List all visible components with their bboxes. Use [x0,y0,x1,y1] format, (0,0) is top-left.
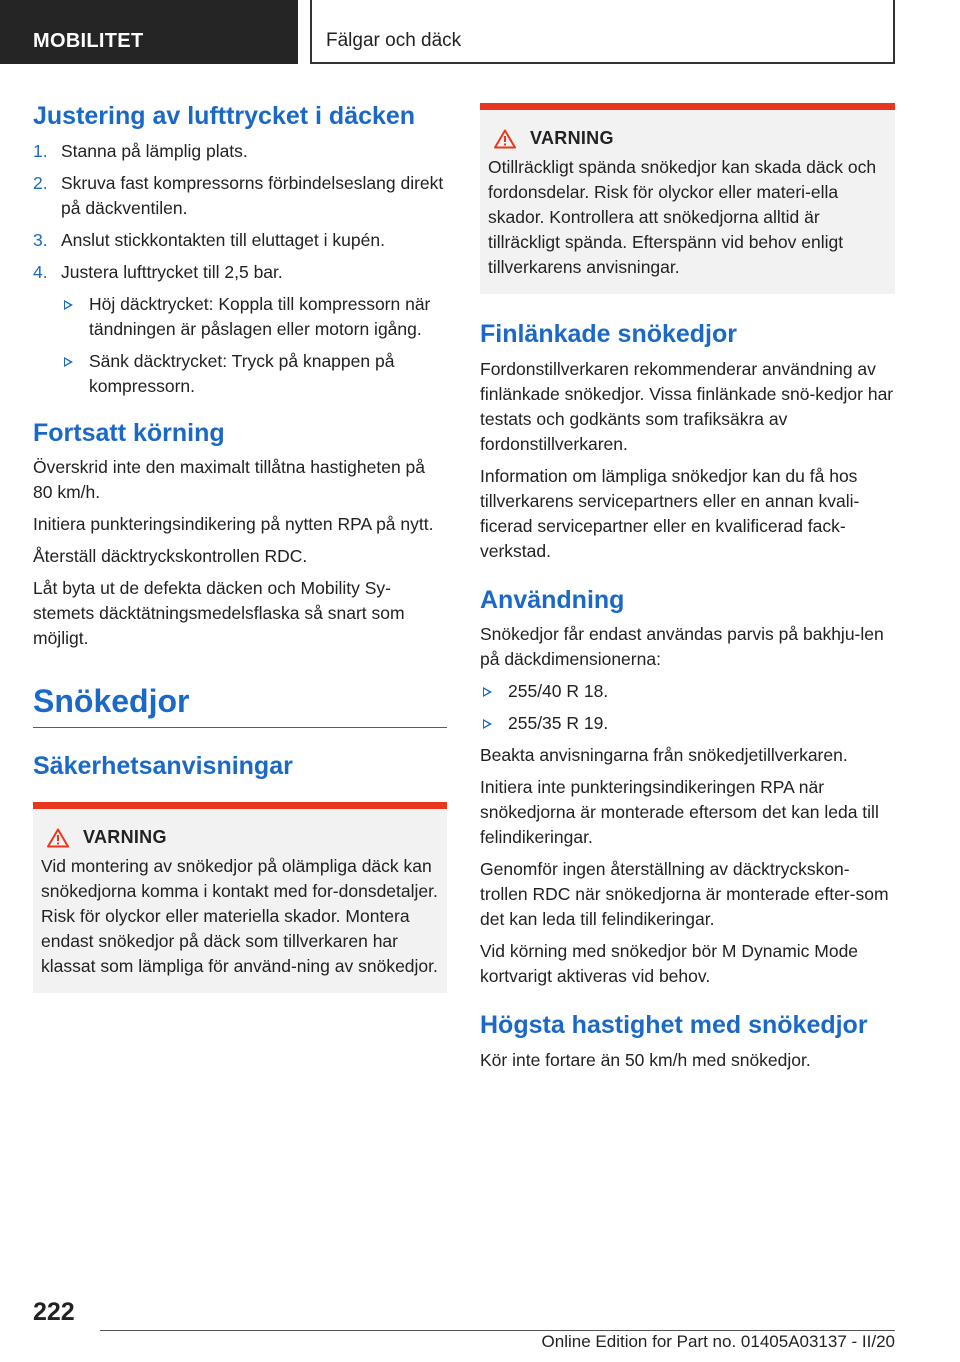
step-item [33,171,447,221]
paragraph: Beakta anvisningarna från snökedjetillverkaren. [480,745,848,765]
footer-edition: Online Edition for Part no. 01405A03137 - II/20 [541,1332,895,1351]
triangle-bullet-icon [483,687,492,697]
sub-item-text: Höj däcktrycket: Koppla till kompressorn när tändningen är påslagen eller motorn igång. [89,293,431,339]
section-title: MOBILITET [33,30,144,52]
sub-item [61,349,447,399]
heading-snow-chains: Snökedjor [33,683,190,719]
section-tab [0,0,298,64]
left-column [33,100,447,993]
paragraph: Vid körning med snökedjor bör M Dynamic Mode kortvarigt aktiveras vid behov. [480,941,859,986]
steps-list [33,139,447,399]
warning-triangle-icon [494,129,516,149]
heading-max-speed: Högsta hastighet med snökedjor [480,1011,868,1039]
warning-box [33,802,447,993]
warning-box [480,103,895,294]
triangle-bullet-icon [483,719,492,729]
heading-continued-driving: Fortsatt körning [33,418,225,447]
step-number: 4. [33,261,48,282]
warning-text: Otillräckligt spända snökedjor kan skada däck och fordonsdelar. Risk för olyckor eller materi-ella skador. Kontrollera att snökedjorna alltid är tillräckligt spända. Efterspänn vid behov enligt tillverkarens anvisningar. [488,157,877,277]
paragraph: Initiera punkteringsindikering på nytten RPA på nytt. [33,514,434,534]
paragraph: Återställ däcktryckskontrollen RDC. [33,546,308,566]
paragraph: Genomför ingen återställning av däcktryckskon-trollen RDC när snökedjorna är monterade efter-som det kan leda till felindikeringar. [480,859,889,929]
paragraph: Snökedjor får endast användas parvis på bakhju-len på däckdimensionerna: [480,624,884,669]
triangle-bullet-icon [64,300,73,310]
sub-item [61,292,447,342]
paragraph: Fordonstillverkaren rekommenderar användning av finlänkade snökedjor. Vissa finlänkade snö-kedjor har testats och godkänts som trafiksäkra av fordonstillverkaren. [480,358,894,454]
paragraph: Information om lämpliga snökedjor kan du få hos tillverkarens servicepartners eller en annan kvali-ficerad servicepartner eller en kvalificerad fack-verkstad. [480,465,860,561]
triangle-bullet-icon [64,357,73,367]
paragraph: Överskrid inte den maximalt tillåtna hastigheten på 80 km/h. [33,457,426,502]
paragraph: Låt byta ut de defekta däcken och Mobility Sy-stemets däcktätningsmedelsflaska så snart som möjligt. [33,578,405,648]
list-item [480,711,895,736]
heading-safety: Säkerhetsanvisningar [33,751,293,780]
step-number: 2. [33,172,48,193]
warning-title [488,128,887,149]
footer-divider [100,1330,895,1331]
heading-fine-link-chains: Finlänkade snökedjor [480,320,738,348]
warning-label: VARNING [83,827,167,848]
warning-title [41,827,439,848]
paragraph: Initiera inte punkteringsindikeringen RPA när snökedjorna är monterade eftersom det kan leda till felindikeringar. [480,777,879,847]
sub-list [61,292,447,399]
heading-adjust-pressure: Justering av lufttrycket i däcken [33,102,416,130]
chapter-title: Fälgar och däck [326,30,462,51]
warning-text: Vid montering av snökedjor på olämpliga däck kan snökedjorna komma i kontakt med for-donsdetaljer. Risk för olyckor eller materiella skador. Montera endast snökedjor på däck som tillverkaren har klassat som lämpliga för använd-ning av snökedjor. [41,856,438,977]
list-item-text: 255/35 R 19. [508,713,609,733]
step-text: Skruva fast kompressorns förbindelseslang direkt på däckventilen. [61,172,444,218]
list-item [480,679,895,704]
step-item [33,260,447,399]
step-item [33,139,447,164]
list-item-text: 255/40 R 18. [508,681,609,701]
step-text: Justera lufttrycket till 2,5 bar. [61,261,283,282]
step-number: 3. [33,229,48,250]
paragraph: Kör inte fortare än 50 km/h med snökedjor. [480,1049,811,1070]
chapter-heading-wrap [33,681,447,728]
step-text: Anslut stickkontakten till eluttaget i kupén. [61,229,385,250]
warning-label: VARNING [530,128,614,148]
page-number: 222 [33,1298,75,1326]
chapter-tab [310,0,895,64]
right-column [480,103,895,1080]
heading-usage: Användning [480,585,625,614]
step-text: Stanna på lämplig plats. [61,140,248,161]
sub-item-text: Sänk däcktrycket: Tryck på knappen på kompressorn. [89,350,395,396]
step-number: 1. [33,140,48,161]
tire-size-list [480,679,895,736]
step-item [33,228,447,253]
warning-triangle-icon [47,828,69,848]
